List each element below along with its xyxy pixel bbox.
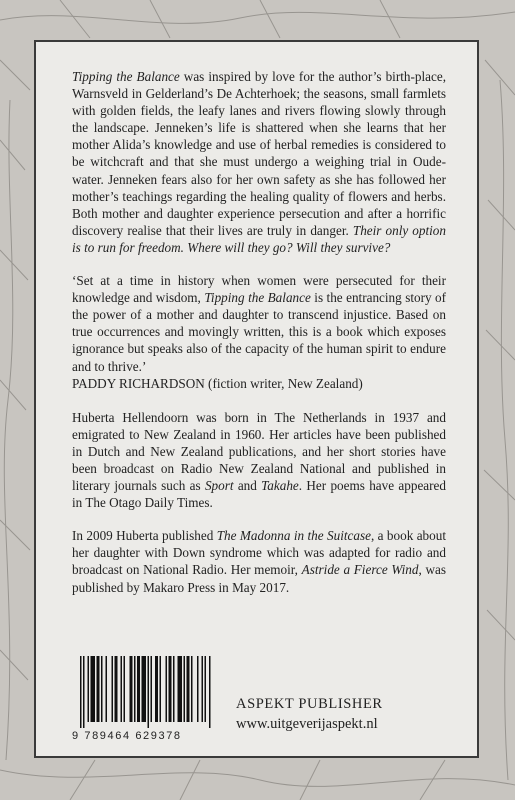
barcode-bar — [137, 656, 140, 722]
synopsis-text: was inspired by love for the author’s birth-place, Warnsveld in Gelderland’s De Achterhoek; the seasons, small farmlets with golden fields, the leafy lanes and rivers flowing slowly through the landscape. Jenneken’s life is shattered when she learns that her mother Alida’s knowledge and use of herbal remedies is considered to be witchcraft and that she must undergo a weighing trial in Oudewater. Jenneken fears also for her own safety as she has followed her mother’s teachings regarding the healing quality of flowers and herbs. Both mother and daughter experience persecution and after a horrific discovery realise that their lives are truly in danger. — [72, 69, 446, 238]
barcode-bar — [106, 656, 108, 722]
barcode-bar — [134, 656, 136, 722]
barcode-bar — [155, 656, 158, 722]
barcode-bar — [209, 656, 211, 728]
book-madonna: The Madonna in the Suitcase — [216, 528, 371, 544]
bio-text-1: Huberta Hellendoorn was born in The Netherlands in 1937 and emigrated to New Zealand in 1960. Her articles have been published in Dutch and New Zealand publications, and her short stories have been broadcast on Radio New Zealand National and published in literary journals such as — [72, 409, 446, 494]
barcode-bar — [101, 656, 103, 722]
isbn-digits: 9 789464 629378 — [72, 730, 182, 742]
quote-end: is the entrancing story of the power of a mother and daughter to transcend injustice. Based on true occurrences and movingly written, this is a book which exposes ignorance but speaks also of the capacity of the human spirit to endure and to thrive.’ — [72, 290, 446, 374]
works-text-2: , a book about her daughter with Down syndrome which was adapted for radio and broadcast on National Radio. Her memoir, — [72, 528, 446, 578]
barcode-bar — [124, 656, 126, 722]
journal-takahe: Takahe — [261, 478, 299, 494]
barcode-bar — [173, 656, 175, 722]
journal-sport: Sport — [204, 478, 234, 494]
publisher-block — [236, 694, 383, 734]
isbn-barcode — [72, 654, 218, 742]
barcode-bar — [202, 656, 204, 722]
review-credit: PADDY RICHARDSON (fiction writer, New Zealand) — [72, 375, 363, 391]
bio-text-2: . Her poems have appeared in The Otago Daily Times. — [72, 478, 446, 511]
works-text-1: In 2009 Huberta published — [72, 528, 217, 544]
barcode-bar — [115, 656, 118, 722]
barcode-bar — [205, 656, 207, 722]
barcode-bar — [178, 656, 183, 722]
text-column — [72, 68, 446, 612]
publisher-name: ASPEKT PUBLISHER — [236, 696, 383, 712]
quote-start: ‘Set at a time in history when women were persecuted for their knowledge and wisdom, — [72, 273, 446, 306]
barcode-bar — [121, 656, 123, 722]
barcode-bar — [160, 656, 162, 722]
barcode-bar — [142, 656, 147, 722]
author-bio-paragraph — [72, 409, 446, 512]
synopsis-paragraph — [72, 68, 446, 256]
barcode-bar — [130, 656, 133, 722]
quote-book-title: Tipping the Balance — [204, 290, 311, 306]
barcode-bars — [72, 654, 218, 728]
barcode-bar — [97, 656, 100, 722]
barcode-bar — [151, 656, 153, 722]
book-astride: Astride a Fierce Wind — [301, 562, 419, 578]
barcode-bar — [197, 656, 199, 722]
barcode-bar — [83, 656, 85, 728]
barcode-bar — [191, 656, 193, 722]
barcode-bar — [112, 656, 114, 722]
synopsis-closing: Their only option is to run for freedom. Where will they go? Will they survive? — [72, 222, 446, 255]
barcode-bar — [91, 656, 96, 722]
barcode-bar — [148, 656, 150, 728]
works-text-3: , was published by Makaro Press in May 2017. — [72, 562, 447, 595]
barcode-bar — [88, 656, 90, 722]
book-title: Tipping the Balance — [72, 69, 180, 84]
barcode-bar — [169, 656, 172, 722]
review-quote — [72, 272, 446, 392]
back-cover-panel — [34, 40, 479, 758]
author-works-paragraph — [72, 527, 446, 595]
barcode-bar — [184, 656, 186, 722]
barcode-bar — [166, 656, 168, 722]
bio-text-and: and — [233, 478, 262, 494]
barcode-bar — [187, 656, 190, 722]
publisher-url[interactable]: www.uitgeverijaspekt.nl — [236, 716, 378, 732]
barcode-bar — [80, 656, 82, 728]
